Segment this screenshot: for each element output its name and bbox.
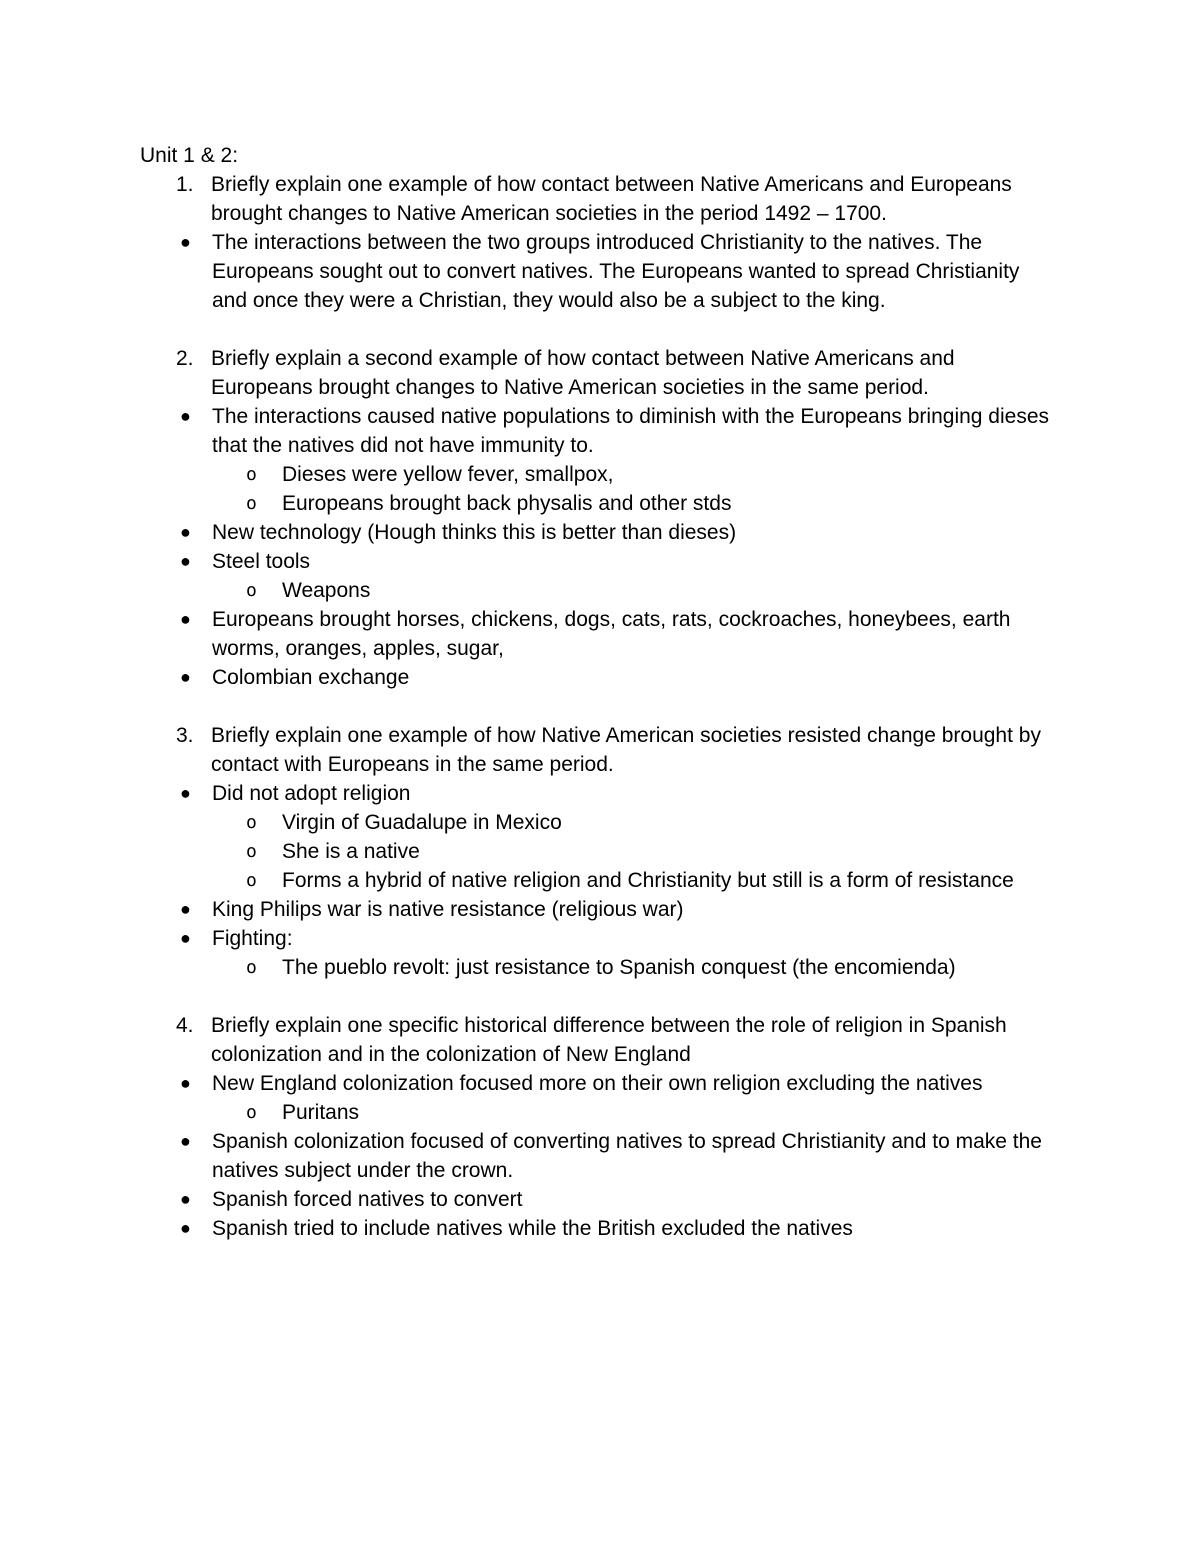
bullet-text: Did not adopt religion [212, 782, 411, 805]
bullet-item [140, 402, 1060, 460]
bullet-icon: ● [180, 609, 191, 629]
sub-bullet-item [140, 460, 1060, 489]
sub-bullet-icon: o [246, 1102, 257, 1123]
bullet-item [140, 1214, 1060, 1243]
sub-bullet-icon: o [246, 580, 257, 601]
question-number: 2. [176, 347, 194, 370]
bullet-text: King Philips war is native resistance (religious war) [212, 898, 684, 921]
bullet-icon: ● [180, 667, 191, 687]
bullet-icon: ● [180, 783, 191, 803]
bullet-icon: ● [180, 232, 191, 252]
bullet-item [140, 895, 1060, 924]
question-2 [140, 344, 1060, 402]
bullet-item [140, 605, 1060, 663]
sub-bullet-item [140, 866, 1060, 895]
question-prompt: Briefly explain a second example of how contact between Native Americans and Europeans brought changes to Native American societies in the same period. [211, 347, 955, 399]
bullet-icon: ● [180, 899, 191, 919]
question-1 [140, 170, 1060, 228]
bullet-text: Europeans brought horses, chickens, dogs, cats, rats, cockroaches, honeybees, earth worms, oranges, apples, sugar, [212, 608, 1011, 660]
sub-bullet-text: Puritans [282, 1101, 360, 1124]
sub-bullet-icon: o [246, 812, 257, 833]
question-prompt: Briefly explain one example of how Native American societies resisted change brought by contact with Europeans in the same period. [211, 724, 1041, 776]
sub-bullet-text: Dieses were yellow fever, smallpox, [282, 463, 614, 486]
bullet-item [140, 1185, 1060, 1214]
bullet-icon: ● [180, 551, 191, 571]
unit-heading: Unit 1 & 2: [140, 144, 239, 167]
bullet-text: The interactions caused native populations to diminish with the Europeans bringing dieses that the natives did not have immunity to. [212, 405, 1050, 457]
bullet-text: Spanish forced natives to convert [212, 1188, 523, 1211]
sub-bullet-text: Europeans brought back physalis and other stds [282, 492, 732, 515]
bullet-icon: ● [180, 1073, 191, 1093]
bullet-icon: ● [180, 1131, 191, 1151]
sub-bullet-icon: o [246, 464, 257, 485]
sub-bullet-item [140, 808, 1060, 837]
bullet-item [140, 228, 1060, 315]
bullet-text: New England colonization focused more on their own religion excluding the natives [212, 1072, 983, 1095]
question-4 [140, 1011, 1060, 1069]
sub-bullet-text: Weapons [282, 579, 371, 602]
sub-bullet-item [140, 837, 1060, 866]
question-number: 4. [176, 1014, 194, 1037]
bullet-item [140, 1127, 1060, 1185]
bullet-text: New technology (Hough thinks this is better than dieses) [212, 521, 737, 544]
bullet-item [140, 1069, 1060, 1098]
question-number: 3. [176, 724, 194, 747]
question-number: 1. [176, 173, 194, 196]
question-prompt: Briefly explain one specific historical difference between the role of religion in Spanish colonization and in the colonization of New England [211, 1014, 1007, 1066]
sub-bullet-item [140, 1098, 1060, 1127]
sub-bullet-icon: o [246, 870, 257, 891]
bullet-icon: ● [180, 928, 191, 948]
bullet-text: Fighting: [212, 927, 293, 950]
sub-bullet-item [140, 489, 1060, 518]
question-3 [140, 721, 1060, 779]
sub-bullet-text: Virgin of Guadalupe in Mexico [282, 811, 562, 834]
sub-bullet-item [140, 953, 1060, 982]
bullet-icon: ● [180, 406, 191, 426]
bullet-item [140, 924, 1060, 953]
sub-bullet-item [140, 576, 1060, 605]
bullet-text: Steel tools [212, 550, 311, 573]
bullet-item [140, 663, 1060, 692]
sub-bullet-text: She is a native [282, 840, 420, 863]
bullet-icon: ● [180, 522, 191, 542]
question-prompt: Briefly explain one example of how contact between Native Americans and Europeans brought changes to Native American societies in the period 1492 – 1700. [211, 173, 1012, 225]
bullet-text: The interactions between the two groups introduced Christianity to the natives. The Europeans sought out to convert natives. The Europeans wanted to spread Christianity and once they were a Christian, they would also be a subject to the king. [212, 231, 1020, 312]
bullet-item [140, 518, 1060, 547]
bullet-text: Colombian exchange [212, 666, 410, 689]
bullet-icon: ● [180, 1189, 191, 1209]
bullet-text: Spanish tried to include natives while the British excluded the natives [212, 1217, 853, 1240]
bullet-item [140, 547, 1060, 576]
sub-bullet-text: The pueblo revolt: just resistance to Spanish conquest (the encomienda) [282, 956, 956, 979]
bullet-text: Spanish colonization focused of converting natives to spread Christianity and to make the natives subject under the crown. [212, 1130, 1042, 1182]
sub-bullet-icon: o [246, 493, 257, 514]
document-body [140, 141, 1060, 1243]
sub-bullet-icon: o [246, 841, 257, 862]
sub-bullet-icon: o [246, 957, 257, 978]
bullet-item [140, 779, 1060, 808]
sub-bullet-text: Forms a hybrid of native religion and Christianity but still is a form of resistance [282, 869, 1014, 892]
bullet-icon: ● [180, 1218, 191, 1238]
